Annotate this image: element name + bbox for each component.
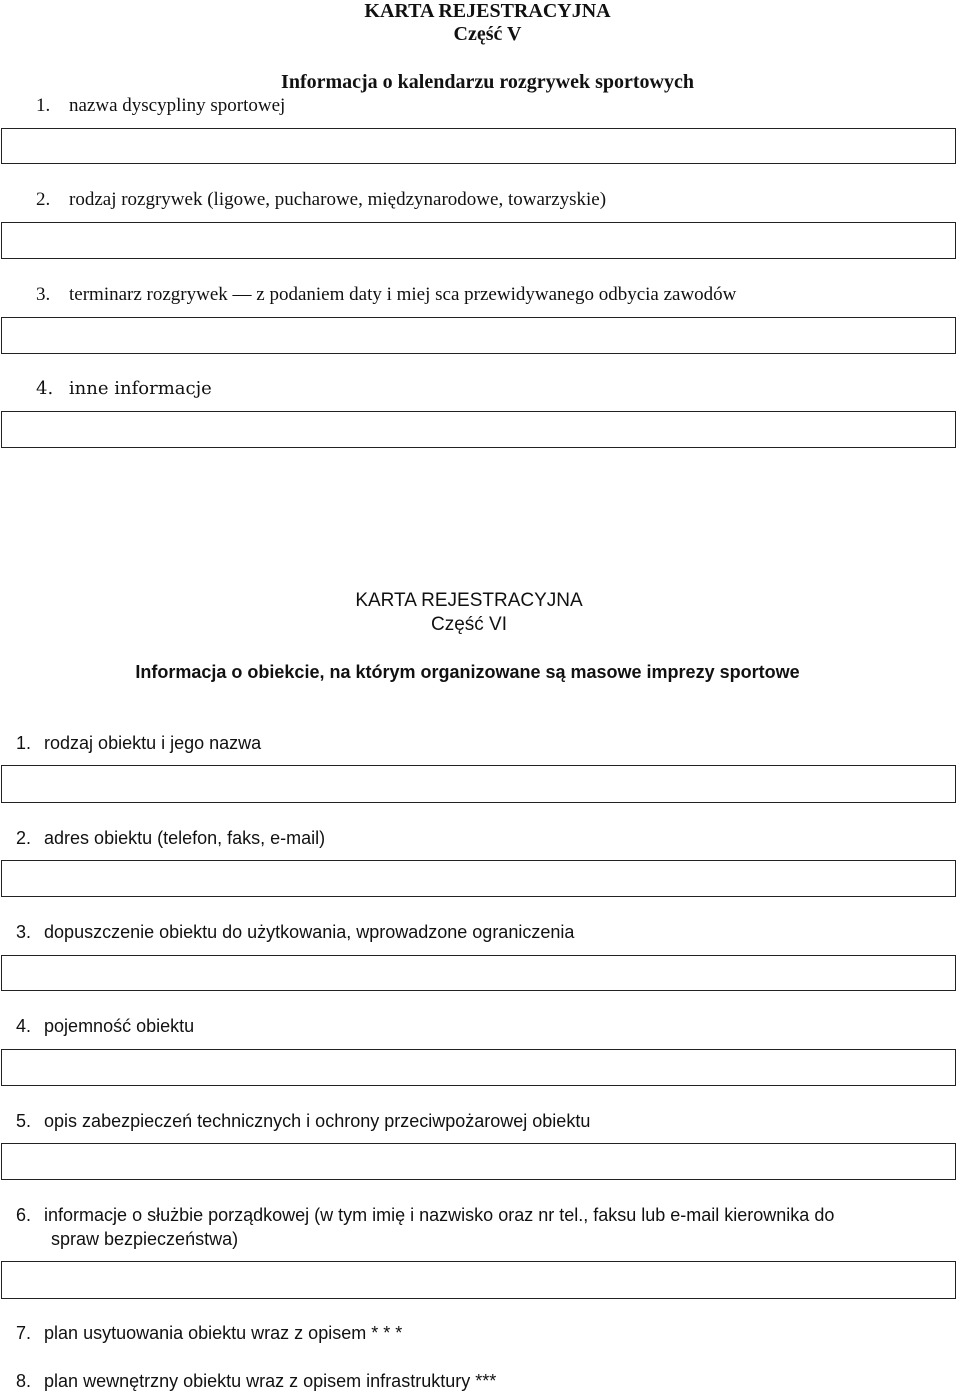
part6-field-2[interactable] (1, 860, 956, 897)
item-label: adres obiektu (telefon, faks, e-mail) (44, 828, 326, 848)
item-label: rodzaj rozgrywek (ligowe, pucharowe, międzynarodowe, towarzyskie) (69, 189, 607, 210)
part6-field-1[interactable] (1, 765, 956, 803)
item-number: 7. (16, 1323, 32, 1343)
part6-heading: Informacja o obiekcie, na którym organizowane są masowe imprezy sportowe (135, 662, 800, 682)
item-number: 6. (16, 1205, 32, 1225)
item-number: 1. (36, 95, 51, 116)
item-number: 3. (16, 922, 32, 942)
item-label: opis zabezpieczeń technicznych i ochrony przeciwpożarowej obiektu (44, 1111, 591, 1131)
item-number: 3. (36, 284, 51, 305)
part6-field-6[interactable] (1, 1261, 956, 1299)
part6-item-4 (16, 1016, 194, 1037)
part5-heading: Informacja o kalendarzu rozgrywek sportowych (281, 71, 694, 93)
part5-field-2[interactable] (1, 222, 956, 259)
item-number: 8. (16, 1371, 32, 1391)
part6-field-4[interactable] (1, 1049, 956, 1086)
item-label: nazwa dyscypliny sportowej (69, 95, 286, 116)
item-label: inne informacje (68, 378, 212, 399)
item-label: rodzaj obiektu i jego nazwa (44, 733, 262, 753)
item-number: 4. (36, 378, 54, 399)
item-number: 2. (16, 828, 32, 848)
part5-item-2 (36, 189, 606, 211)
item-label: terminarz rozgrywek — z podaniem daty i miej sca przewidywanego odbycia zawodów (69, 284, 737, 305)
item-label: pojemność obiektu (44, 1016, 195, 1036)
part6-item-6 (16, 1205, 834, 1226)
part6-field-3[interactable] (1, 955, 956, 991)
part6-item-6-continued: spraw bezpieczeństwa) (51, 1229, 239, 1249)
item-number: 1. (16, 733, 32, 753)
part5-field-1[interactable] (1, 128, 956, 164)
item-label: dopuszczenie obiektu do użytkowania, wprowadzone ograniczenia (44, 922, 575, 942)
part5-item-1 (36, 95, 285, 117)
part6-title: KARTA REJESTRACYJNA (355, 590, 583, 611)
part6-item-5 (16, 1111, 590, 1132)
part6-item-1 (16, 733, 261, 754)
item-label: plan wewnętrzny obiektu wraz z opisem infrastruktury *** (44, 1371, 497, 1391)
part6-subtitle: Część VI (430, 614, 508, 635)
part5-field-3[interactable] (1, 317, 956, 354)
item-label: informacje o służbie porządkowej (w tym imię i nazwisko oraz nr tel., faksu lub e-mail kierownika do (44, 1205, 835, 1225)
item-number: 2. (36, 189, 51, 210)
part6-item-3 (16, 922, 574, 943)
part5-title: KARTA REJESTRACYJNA (364, 0, 611, 22)
item-label: plan usytuowania obiektu wraz z opisem * * * (44, 1323, 403, 1343)
part5-item-3 (36, 284, 736, 306)
item-number: 4. (16, 1016, 32, 1036)
part5-field-4[interactable] (1, 411, 956, 448)
part6-item-2 (16, 828, 325, 849)
part6-item-8 (16, 1371, 496, 1392)
part6-field-5[interactable] (1, 1143, 956, 1180)
item-number: 5. (16, 1111, 32, 1131)
part5-subtitle: Część V (453, 23, 522, 45)
part6-item-7 (16, 1323, 402, 1344)
part5-item-4 (36, 378, 212, 399)
